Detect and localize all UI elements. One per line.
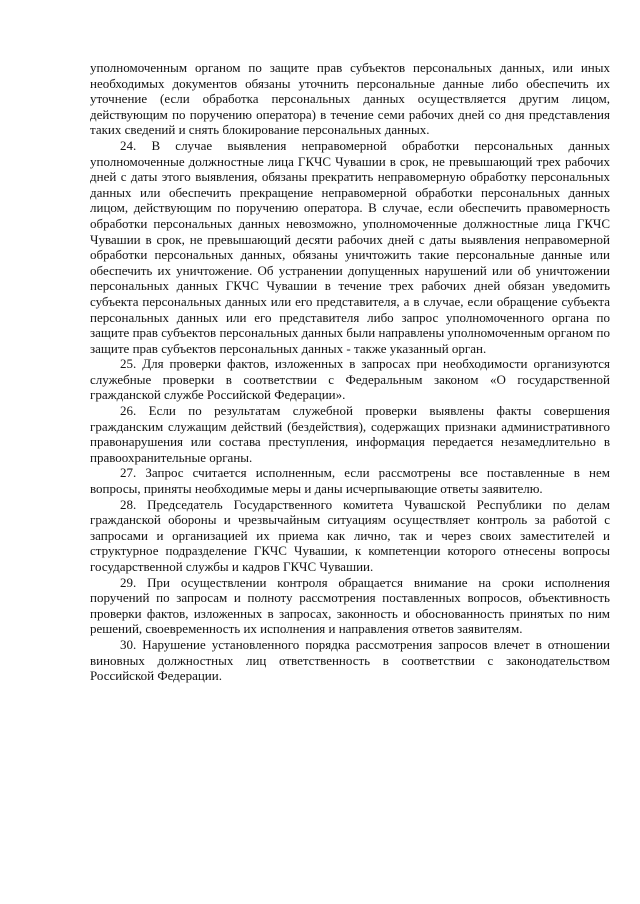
paragraph-24: 24. В случае выявления неправомерной обработки персональных данных уполномоченные должностные лица ГКЧС Чувашии в срок, не превышающий трех рабочих дней с даты этого выявления, обязаны прекратить неправомерную обработку персональных данных или обеспечить прекращение неправомерной обработки персональных данных лицом, действующим по поручению оператора. В случае, если обеспечить правомерность обработки персональных данных невозможно, уполномоченные должностные лица ГКЧС Чувашии в срок, не превышающий десяти рабочих дней с даты выявления неправомерной обработки персональных данных, обязаны уничтожить такие персональные данные или обеспечить их уничтожение. Об устранении допущенных нарушений или об уничтожении персональных данных ГКЧС Чувашии в течение трех рабочих дней обязан уведомить субъекта персональных данных или его представителя, а в случае, если обращение субъекта персональных данных или его представителя либо запрос уполномоченного органа по защите прав субъектов персональных данных были направлены уполномоченным органом по защите прав субъектов персональных данных - также указанный орган.: [90, 137, 610, 356]
paragraph-28: 28. Председатель Государственного комитета Чувашской Республики по делам гражданской обороны и чрезвычайным ситуациям осуществляет контроль за работой с запросами и организацией их приема как лично, так и через своих заместителей и структурное подразделение ГКЧС Чувашии, к компетенции которого отнесены вопросы государственной службы и кадров ГКЧС Чувашии.: [90, 496, 610, 574]
paragraph-25: 25. Для проверки фактов, изложенных в запросах при необходимости организуются служебные проверки в соответствии с Федеральным законом «О государственной гражданской службе Российской Федерации».: [90, 356, 610, 403]
document-page: [90, 60, 610, 684]
paragraph-27: 27. Запрос считается исполненным, если рассмотрены все поставленные в нем вопросы, приняты необходимые меры и даны исчерпывающие ответы заявителю.: [90, 465, 610, 497]
paragraph-29: 29. При осуществлении контроля обращается внимание на сроки исполнения поручений по запросам и полноту рассмотрения поставленных вопросов, объективность проверки фактов, изложенных в запросах, законность и обоснованность принятых по ним решений, своевременность их исполнения и направления ответов заявителям.: [90, 574, 610, 637]
paragraph-26: 26. Если по результатам служебной проверки выявлены факты совершения гражданским служащим действий (бездействия), содержащих признаки административного правонарушения или состава преступления, информация передается незамедлительно в правоохранительные органы.: [90, 403, 610, 465]
paragraph-continuation: уполномоченным органом по защите прав субъектов персональных данных, или иных необходимых документов обязаны уточнить персональные данные либо обеспечить их уточнение (если обработка персональных данных осуществляется другим лицом, действующим по поручению оператора) в течение семи рабочих дней со дня представления таких сведений и снять блокирование персональных данных.: [90, 60, 610, 138]
paragraph-30: 30. Нарушение установленного порядка рассмотрения запросов влечет в отношении виновных должностных лиц ответственность в соответствии с законодательством Российской Федерации.: [90, 636, 610, 684]
